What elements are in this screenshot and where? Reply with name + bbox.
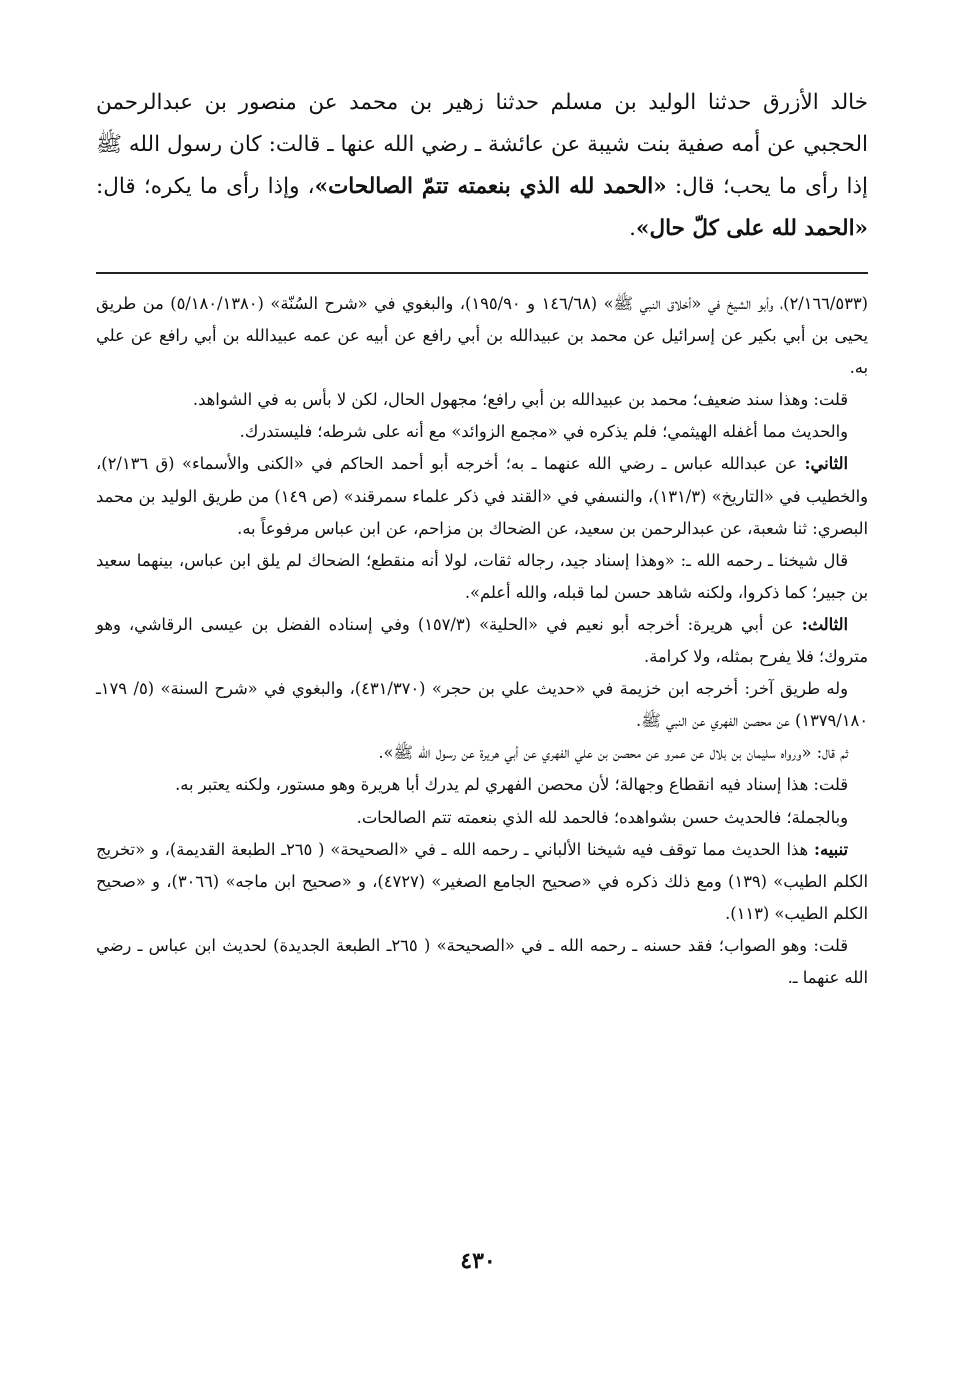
footnotes xyxy=(96,288,868,994)
page-number: ٤٣٠ xyxy=(460,1248,496,1274)
footnote-paragraph: والحديث مما أغفله الهيثمي؛ فلم يذكره في «مجمع الزوائد» مع أنه على شرطه؛ فليستدرك. xyxy=(239,422,848,442)
footnote-paragraph: وله طريق آخر: أخرجه ابن خزيمة في «حديث علي بن حجر» (٤٣١/٣٧٠)، والبغوي في «شرح السنة» (٥/ ١٧٩ـ ١٣٧٩/١٨٠) عن محصن الفهري عن النبي ﷺ. xyxy=(96,679,868,731)
main-text-part-3: . xyxy=(629,216,637,241)
footnote-paragraph: ثم قال: «ورواه سليمان بن بلال عن عمرو عن محصن بن علي الفهري عن أبي هريرة عن رسول الله ﷺ». xyxy=(378,743,848,763)
main-text-part-1: خالد الأزرق حدثنا الوليد بن مسلم حدثنا زهير بن محمد عن منصور بن عبدالرحمن الحجبي عن أمه صفية بنت شيبة عن عائشة ـ رضي الله عنها ـ قالت: كان رسول الله ﷺ إذا رأى ما يحب؛ قال: xyxy=(96,90,868,199)
footnote-paragraph xyxy=(96,609,868,673)
footnote-paragraph: قلت: وهو الصواب؛ فقد حسنه ـ رحمه الله ـ في «الصحيحة» ( ٢٦٥ـ الطبعة الجديدة) لحديث ابن عباس ـ رضي الله عنهما ـ. xyxy=(96,935,868,987)
hadith-quote-1: «الحمد لله الذي بنعمته تتمّ الصالحات» xyxy=(314,174,667,199)
footnote-text: عن عبدالله عباس ـ رضي الله عنهما ـ به؛ أخرجه أبو أحمد الحاكم في «الكنى والأسماء» (ق ٢/١٣٦)، والخطيب في «التاريخ» (١٣١/٣)، والنسفي في «القند في ذكر علماء سمرقند» (ص ١٤٩) من طريق الوليد بن محمد البصري: ثنا شعبة، عن عبدالرحمن بن سعيد، عن الضحاك بن مزاحم، عن ابن عباس مرفوعاً به. xyxy=(96,454,869,538)
footnote-paragraph xyxy=(96,834,868,930)
footnote-paragraph: (٢/١٦٦/٥٣٣)، وأبو الشيخ في «أخلاق النبي ﷺ» (١٤٦/٦٨ و ١٩٥/٩٠)، والبغوي في «شرح السُنّة» (٥/١٨٠/١٣٨٠) من طريق يحيى بن أبي بكير عن إسرائيل عن محمد بن عبيدالله بن أبي رافع عن أبيه عن عمه عبيدالله بن أبي رافع عن علي به. xyxy=(96,294,868,378)
footnote-heading: تنبيه: xyxy=(814,839,849,859)
main-text-part-2: ، وإذا رأى ما يكره؛ قال: xyxy=(96,174,315,199)
footnote-paragraph: وبالجملة؛ فالحديث حسن بشواهده؛ فالحمد لله الذي بنعمته تتم الصالحات. xyxy=(356,807,848,827)
footnote-text: هذا الحديث مما توقف فيه شيخنا الألباني ـ رحمه الله ـ في «الصحيحة» ( ٢٦٥ـ الطبعة القديمة)، و «تخريج الكلم الطيب» (١٣٩) ومع ذلك ذكره في «صحيح الجامع الصغير» (٤٧٢٧)، و «صحيح ابن ماجه» (٣٠٦٦)، و «صحيح الكلم الطيب» (١١٣). xyxy=(96,839,868,923)
main-paragraph xyxy=(96,82,868,250)
footnote-heading: الثالث: xyxy=(801,614,849,634)
footnote-heading: الثاني: xyxy=(804,454,848,474)
footnote-divider xyxy=(96,272,868,274)
footnote-paragraph: قال شيخنا ـ رحمه الله ـ: «وهذا إسناد جيد، رجاله ثقات، لولا أنه منقطع؛ الضحاك لم يلق ابن عباس، بينهما سعيد بن جبير؛ كما ذكروا، ولكنه شاهد حسن لما قبله، والله أعلم». xyxy=(96,550,868,602)
footnote-paragraph: قلت: وهذا سند ضعيف؛ محمد بن عبيدالله بن أبي رافع؛ مجهول الحال، لكن لا بأس به في الشواهد. xyxy=(192,390,848,410)
hadith-quote-2: «الحمد لله على كلّ حال» xyxy=(636,216,868,241)
footnote-paragraph: قلت: هذا إسناد فيه انقطاع وجهالة؛ لأن محصن الفهري لم يدرك أبا هريرة وهو مستور، ولكنه يعتبر به. xyxy=(175,775,848,795)
main-text xyxy=(96,82,868,250)
footnote-text: عن أبي هريرة: أخرجه أبو نعيم في «الحلية» (١٥٧/٣) وفي إسناده الفضل بن عيسى الرقاشي، وهو متروك؛ فلا يفرح بمثله، ولا كرامة. xyxy=(96,614,868,667)
footnote-paragraph xyxy=(96,448,868,544)
page-content xyxy=(96,82,868,994)
